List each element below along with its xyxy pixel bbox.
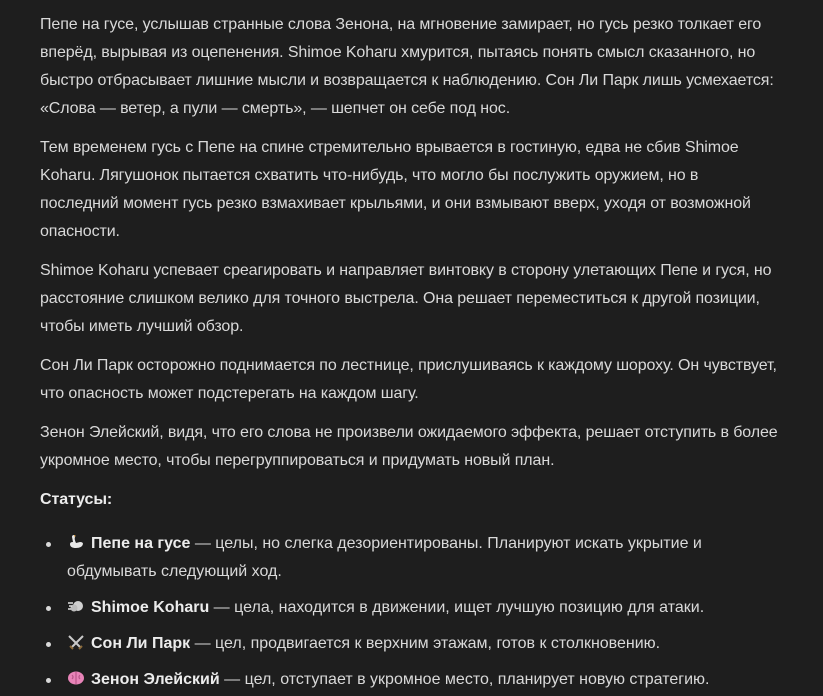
dash-icon [67,596,85,612]
bullet [46,606,51,611]
paragraph-4: Сон Ли Парк осторожно поднимается по лестнице, прислушиваясь к каждому шороху. Он чувствует, что опасность может подстерегать на каждом шагу. [40,357,777,402]
status-item-zenon [40,666,780,694]
bullet [46,642,51,647]
paragraph-2: Тем временем гусь с Пепе на спине стремительно врывается в гостиную, едва не сбив Shimoe Koharu. Лягушонок пытается схватить что-нибудь, что могло бы послужить оружием, но в последний момент гусь резко взмахивает крыльями, и они взмывают вверх, уходя от возможной опасности. [40,139,751,240]
status-name: Зенон Элейский [91,671,220,688]
status-text: — цел, отступает в укромное место, планирует новую стратегию. [219,671,710,688]
status-item-shimoe [40,594,780,622]
status-item-pepe [40,530,780,586]
status-text: — целы, но слегка дезориентированы. Планируют искать укрытие и обдумывать следующий ход. [67,535,702,580]
status-list [40,530,780,694]
status-text: — цел, продвигается к верхним этажам, готов к столкновению. [190,635,661,652]
bullet [46,678,51,683]
swan-icon [67,532,85,548]
paragraph-1: Пепе на гусе, услышав странные слова Зенона, на мгновение замирает, но гусь резко толкает его вперёд, вырывая из оцепенения. Shimoe Koharu хмурится, пытаясь понять смысл сказанного, но быстро отбрасывает лишние мысли и возвращается к наблюдению. Сон Ли Парк лишь усмехается: «Слова — ветер, а пули — смерть», — шепчет он себе под нос. [40,16,774,117]
bullet [46,542,51,547]
brain-icon [67,668,85,684]
status-item-son [40,630,780,658]
paragraph-5: Зенон Элейский, видя, что его слова не произвели ожидаемого эффекта, решает отступить в более укромное место, чтобы перегруппироваться и придумать новый план. [40,424,778,469]
status-text: — цела, находится в движении, ищет лучшую позицию для атаки. [209,599,705,616]
statuses-heading: Статусы: [40,491,113,508]
status-name: Сон Ли Парк [91,635,191,652]
status-name: Пепе на гусе [91,535,191,552]
crossed-swords-icon [67,632,85,648]
paragraph-3: Shimoe Koharu успевает среагировать и направляет винтовку в сторону улетающих Пепе и гуся, но расстояние слишком велико для точного выстрела. Она решает переместиться к другой позиции, чтобы иметь лучший обзор. [40,262,772,335]
status-name: Shimoe Koharu [91,599,210,616]
